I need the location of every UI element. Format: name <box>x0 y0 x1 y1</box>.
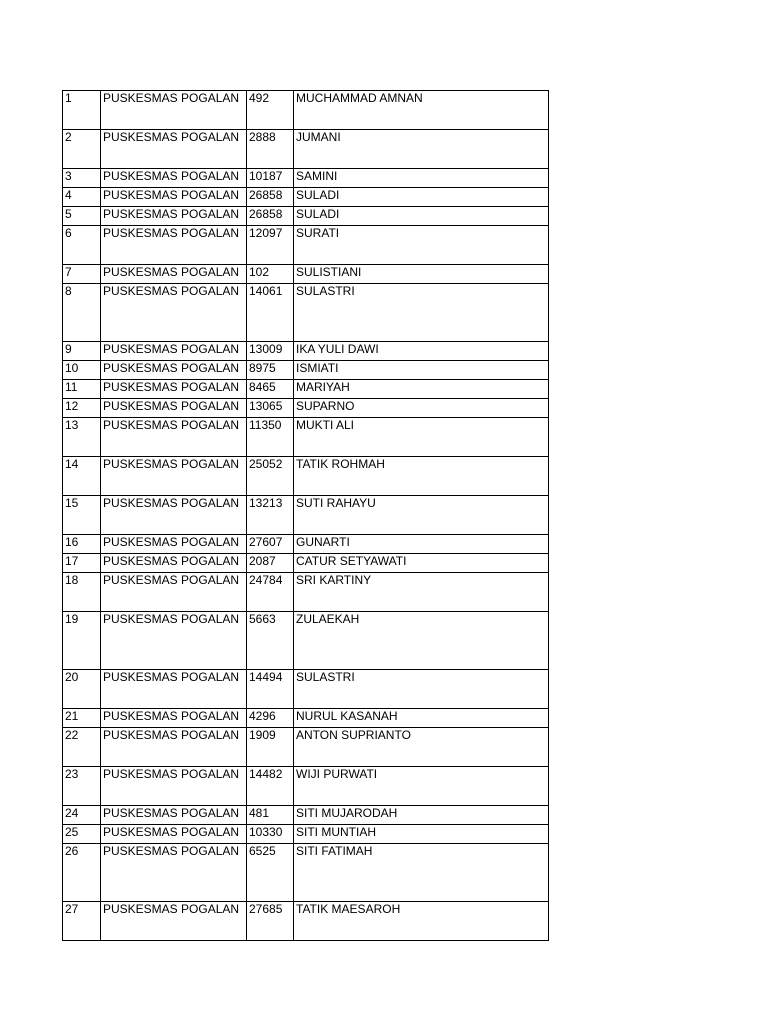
row-number-cell: 4 <box>63 188 101 207</box>
table-row <box>63 457 549 496</box>
person-name-cell: JUMANI <box>294 130 549 169</box>
record-id-cell: 102 <box>247 265 294 284</box>
table-row <box>63 767 549 806</box>
person-name-cell: SITI MUNTIAH <box>294 825 549 844</box>
table-row <box>63 342 549 361</box>
facility-cell: PUSKESMAS POGALAN <box>101 728 247 767</box>
table-row <box>63 265 549 284</box>
facility-cell: PUSKESMAS POGALAN <box>101 709 247 728</box>
row-number-cell: 1 <box>63 91 101 130</box>
record-id-cell: 481 <box>247 806 294 825</box>
table-row <box>63 496 549 535</box>
record-id-cell: 5663 <box>247 612 294 670</box>
row-number-cell: 20 <box>63 670 101 709</box>
row-number-cell: 12 <box>63 399 101 418</box>
table-row <box>63 554 549 573</box>
data-table <box>62 90 549 941</box>
facility-cell: PUSKESMAS POGALAN <box>101 612 247 670</box>
facility-cell: PUSKESMAS POGALAN <box>101 169 247 188</box>
person-name-cell: SULASTRI <box>294 284 549 342</box>
table-row <box>63 380 549 399</box>
row-number-cell: 16 <box>63 535 101 554</box>
person-name-cell: MUCHAMMAD AMNAN <box>294 91 549 130</box>
table-row <box>63 361 549 380</box>
record-id-cell: 13009 <box>247 342 294 361</box>
record-id-cell: 13213 <box>247 496 294 535</box>
person-name-cell: ISMIATI <box>294 361 549 380</box>
person-name-cell: SRI KARTINY <box>294 573 549 612</box>
facility-cell: PUSKESMAS POGALAN <box>101 825 247 844</box>
facility-cell: PUSKESMAS POGALAN <box>101 806 247 825</box>
person-name-cell: SULADI <box>294 207 549 226</box>
facility-cell: PUSKESMAS POGALAN <box>101 207 247 226</box>
facility-cell: PUSKESMAS POGALAN <box>101 902 247 941</box>
facility-cell: PUSKESMAS POGALAN <box>101 130 247 169</box>
record-id-cell: 8975 <box>247 361 294 380</box>
row-number-cell: 5 <box>63 207 101 226</box>
record-id-cell: 14061 <box>247 284 294 342</box>
row-number-cell: 9 <box>63 342 101 361</box>
facility-cell: PUSKESMAS POGALAN <box>101 767 247 806</box>
table-row <box>63 709 549 728</box>
record-id-cell: 26858 <box>247 188 294 207</box>
table-row <box>63 844 549 902</box>
person-name-cell: SURATI <box>294 226 549 265</box>
facility-cell: PUSKESMAS POGALAN <box>101 265 247 284</box>
table-row <box>63 91 549 130</box>
row-number-cell: 8 <box>63 284 101 342</box>
record-id-cell: 13065 <box>247 399 294 418</box>
person-name-cell: ZULAEKAH <box>294 612 549 670</box>
facility-cell: PUSKESMAS POGALAN <box>101 188 247 207</box>
table-row <box>63 418 549 457</box>
person-name-cell: SULISTIANI <box>294 265 549 284</box>
person-name-cell: GUNARTI <box>294 535 549 554</box>
row-number-cell: 19 <box>63 612 101 670</box>
facility-cell: PUSKESMAS POGALAN <box>101 554 247 573</box>
person-name-cell: SUTI RAHAYU <box>294 496 549 535</box>
facility-cell: PUSKESMAS POGALAN <box>101 418 247 457</box>
person-name-cell: MARIYAH <box>294 380 549 399</box>
table-row <box>63 130 549 169</box>
table-row <box>63 207 549 226</box>
row-number-cell: 25 <box>63 825 101 844</box>
person-name-cell: NURUL KASANAH <box>294 709 549 728</box>
record-id-cell: 24784 <box>247 573 294 612</box>
row-number-cell: 24 <box>63 806 101 825</box>
record-id-cell: 26858 <box>247 207 294 226</box>
facility-cell: PUSKESMAS POGALAN <box>101 496 247 535</box>
row-number-cell: 3 <box>63 169 101 188</box>
table-row <box>63 728 549 767</box>
record-id-cell: 492 <box>247 91 294 130</box>
record-id-cell: 25052 <box>247 457 294 496</box>
row-number-cell: 27 <box>63 902 101 941</box>
facility-cell: PUSKESMAS POGALAN <box>101 91 247 130</box>
record-id-cell: 27607 <box>247 535 294 554</box>
person-name-cell: TATIK MAESAROH <box>294 902 549 941</box>
row-number-cell: 14 <box>63 457 101 496</box>
record-id-cell: 2888 <box>247 130 294 169</box>
record-id-cell: 11350 <box>247 418 294 457</box>
record-id-cell: 1909 <box>247 728 294 767</box>
person-name-cell: SITI FATIMAH <box>294 844 549 902</box>
facility-cell: PUSKESMAS POGALAN <box>101 535 247 554</box>
row-number-cell: 17 <box>63 554 101 573</box>
table-row <box>63 806 549 825</box>
record-id-cell: 14494 <box>247 670 294 709</box>
table-row <box>63 825 549 844</box>
person-name-cell: CATUR SETYAWATI <box>294 554 549 573</box>
table-row <box>63 902 549 941</box>
facility-cell: PUSKESMAS POGALAN <box>101 342 247 361</box>
person-name-cell: MUKTI ALI <box>294 418 549 457</box>
facility-cell: PUSKESMAS POGALAN <box>101 457 247 496</box>
row-number-cell: 7 <box>63 265 101 284</box>
person-name-cell: SULASTRI <box>294 670 549 709</box>
record-id-cell: 27685 <box>247 902 294 941</box>
facility-cell: PUSKESMAS POGALAN <box>101 399 247 418</box>
table-row <box>63 573 549 612</box>
facility-cell: PUSKESMAS POGALAN <box>101 844 247 902</box>
row-number-cell: 2 <box>63 130 101 169</box>
table-row <box>63 535 549 554</box>
table-row <box>63 226 549 265</box>
person-name-cell: WIJI PURWATI <box>294 767 549 806</box>
person-name-cell: ANTON SUPRIANTO <box>294 728 549 767</box>
table-row <box>63 612 549 670</box>
row-number-cell: 23 <box>63 767 101 806</box>
row-number-cell: 22 <box>63 728 101 767</box>
table-row <box>63 169 549 188</box>
row-number-cell: 10 <box>63 361 101 380</box>
facility-cell: PUSKESMAS POGALAN <box>101 284 247 342</box>
row-number-cell: 18 <box>63 573 101 612</box>
row-number-cell: 15 <box>63 496 101 535</box>
row-number-cell: 21 <box>63 709 101 728</box>
person-name-cell: TATIK ROHMAH <box>294 457 549 496</box>
table-body <box>63 91 549 941</box>
facility-cell: PUSKESMAS POGALAN <box>101 361 247 380</box>
person-name-cell: SULADI <box>294 188 549 207</box>
person-name-cell: SITI MUJARODAH <box>294 806 549 825</box>
row-number-cell: 26 <box>63 844 101 902</box>
person-name-cell: SUPARNO <box>294 399 549 418</box>
facility-cell: PUSKESMAS POGALAN <box>101 670 247 709</box>
record-id-cell: 2087 <box>247 554 294 573</box>
facility-cell: PUSKESMAS POGALAN <box>101 226 247 265</box>
row-number-cell: 11 <box>63 380 101 399</box>
table-row <box>63 670 549 709</box>
record-id-cell: 14482 <box>247 767 294 806</box>
record-id-cell: 4296 <box>247 709 294 728</box>
record-id-cell: 10330 <box>247 825 294 844</box>
row-number-cell: 13 <box>63 418 101 457</box>
person-name-cell: IKA YULI DAWI <box>294 342 549 361</box>
record-id-cell: 12097 <box>247 226 294 265</box>
row-number-cell: 6 <box>63 226 101 265</box>
facility-cell: PUSKESMAS POGALAN <box>101 573 247 612</box>
record-id-cell: 10187 <box>247 169 294 188</box>
person-name-cell: SAMINI <box>294 169 549 188</box>
record-id-cell: 8465 <box>247 380 294 399</box>
table-row <box>63 399 549 418</box>
table-row <box>63 284 549 342</box>
record-id-cell: 6525 <box>247 844 294 902</box>
table-row <box>63 188 549 207</box>
facility-cell: PUSKESMAS POGALAN <box>101 380 247 399</box>
